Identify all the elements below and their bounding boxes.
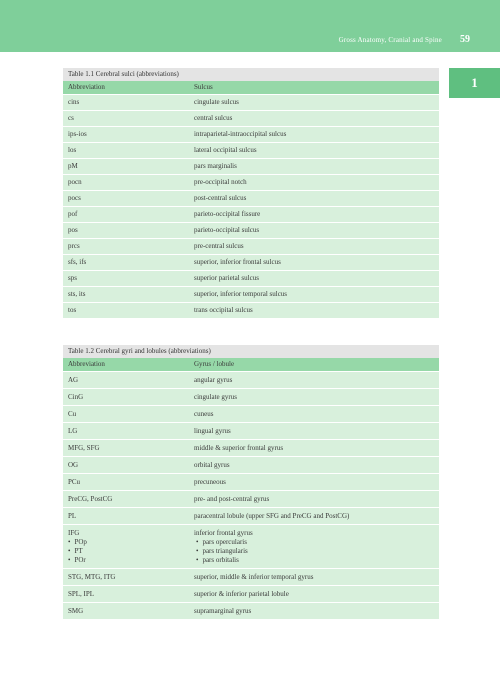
table-row	[63, 474, 439, 491]
abbreviation-cell: cins	[68, 98, 80, 106]
abbreviation-cell: prcs	[68, 242, 80, 250]
table-row	[63, 372, 439, 389]
table-row	[63, 175, 439, 191]
table-caption: Table 1.1 Cerebral sulci (abbreviations)	[63, 68, 439, 81]
table-row	[63, 508, 439, 525]
term-cell	[188, 525, 439, 568]
table-row	[63, 586, 439, 603]
term-sub-item: • pars orbitalis	[194, 556, 439, 565]
table-header-row	[63, 81, 439, 95]
column-header: Abbreviation	[68, 83, 105, 91]
term-cell: angular gyrus	[194, 376, 233, 384]
abbreviation-sub-item: • PT	[68, 547, 188, 556]
term-cell: superior, middle & inferior temporal gyrus	[194, 573, 314, 581]
header-band	[0, 0, 500, 52]
table-cerebral-sulci	[63, 68, 439, 319]
abbreviation-main: IFG	[68, 529, 80, 537]
abbreviation-cell: cs	[68, 114, 74, 122]
table-row	[63, 457, 439, 474]
term-cell: parieto-occipital sulcus	[194, 226, 260, 234]
page-number: 59	[460, 34, 470, 45]
abbreviation-cell: sps	[68, 274, 77, 282]
term-cell: parieto-occipital fissure	[194, 210, 261, 218]
abbreviation-cell: pM	[68, 162, 78, 170]
abbreviation-cell	[63, 525, 188, 568]
table-row	[63, 569, 439, 586]
table-row	[63, 525, 439, 569]
table-row	[63, 111, 439, 127]
term-cell: precuneous	[194, 478, 226, 486]
table-row	[63, 239, 439, 255]
table-row	[63, 159, 439, 175]
term-cell: central sulcus	[194, 114, 233, 122]
term-cell: pre-occipital notch	[194, 178, 247, 186]
table-row	[63, 127, 439, 143]
abbreviation-cell: SPL, IPL	[68, 590, 95, 598]
abbreviation-cell: SMG	[68, 607, 84, 615]
term-main: inferior frontal gyrus	[194, 529, 253, 537]
term-cell: cuneus	[194, 410, 214, 418]
term-cell: intraparietal-intraoccipital sulcus	[194, 130, 287, 138]
term-cell: post-central sulcus	[194, 194, 247, 202]
term-cell: superior, inferior frontal sulcus	[194, 258, 281, 266]
chapter-tab: 1	[449, 68, 500, 98]
term-sub-item: • pars opercularis	[194, 538, 439, 547]
term-cell: cingulate gyrus	[194, 393, 237, 401]
term-cell: superior, inferior temporal sulcus	[194, 290, 288, 298]
term-cell: paracentral lobule (upper SFG and PreCG and PostCG)	[194, 512, 350, 520]
abbreviation-cell: sts, its	[68, 290, 86, 298]
abbreviation-cell: MFG, SFG	[68, 444, 100, 452]
abbreviation-cell: ips-ios	[68, 130, 87, 138]
abbreviation-cell: pof	[68, 210, 78, 218]
abbreviation-cell: CinG	[68, 393, 84, 401]
table-row	[63, 207, 439, 223]
abbreviation-cell: pocs	[68, 194, 81, 202]
term-cell: cingulate sulcus	[194, 98, 239, 106]
abbreviation-sub-item: • POr	[68, 556, 188, 565]
abbreviation-cell: pocn	[68, 178, 82, 186]
table-caption: Table 1.2 Cerebral gyri and lobules (abbreviations)	[63, 345, 439, 358]
term-cell: pars marginalis	[194, 162, 237, 170]
abbreviation-cell: LG	[68, 427, 78, 435]
table-row	[63, 423, 439, 440]
table-row	[63, 303, 439, 319]
abbreviation-cell: PCu	[68, 478, 81, 486]
table-row	[63, 287, 439, 303]
abbreviation-sub-item: • POp	[68, 538, 188, 547]
column-header: Sulcus	[194, 83, 213, 91]
abbreviation-cell: AG	[68, 376, 79, 384]
table-row	[63, 491, 439, 508]
abbreviation-cell: Cu	[68, 410, 77, 418]
term-cell: superior & inferior parietal lobule	[194, 590, 289, 598]
table-row	[63, 603, 439, 620]
term-cell: trans occipital sulcus	[194, 306, 253, 314]
column-header: Gyrus / lobule	[194, 360, 235, 368]
running-head: Gross Anatomy, Cranial and Spine	[338, 36, 442, 44]
abbreviation-cell: los	[68, 146, 77, 154]
term-cell: orbital gyrus	[194, 461, 230, 469]
table-row	[63, 143, 439, 159]
abbreviation-cell: tos	[68, 306, 77, 314]
table-row	[63, 271, 439, 287]
table-cerebral-gyri	[63, 345, 439, 620]
term-cell: pre- and post-central gyrus	[194, 495, 270, 503]
term-cell: supramarginal gyrus	[194, 607, 252, 615]
abbreviation-cell: OG	[68, 461, 79, 469]
term-sub-item: • pars triangularis	[194, 547, 439, 556]
table-row	[63, 440, 439, 457]
table-row	[63, 389, 439, 406]
abbreviation-cell: sfs, ifs	[68, 258, 87, 266]
abbreviation-cell: PreCG, PostCG	[68, 495, 113, 503]
abbreviation-cell: STG, MTG, ITG	[68, 573, 116, 581]
abbreviation-cell: pos	[68, 226, 78, 234]
term-cell: lateral occipital sulcus	[194, 146, 257, 154]
term-cell: pre-central sulcus	[194, 242, 244, 250]
table-row	[63, 191, 439, 207]
term-cell: superior parietal sulcus	[194, 274, 259, 282]
term-cell: lingual gyrus	[194, 427, 231, 435]
table-row	[63, 406, 439, 423]
table-row	[63, 95, 439, 111]
abbreviation-cell: PL	[68, 512, 77, 520]
table-row	[63, 255, 439, 271]
column-header: Abbreviation	[68, 360, 105, 368]
term-cell: middle & superior frontal gyrus	[194, 444, 284, 452]
table-header-row	[63, 358, 439, 372]
table-row	[63, 223, 439, 239]
